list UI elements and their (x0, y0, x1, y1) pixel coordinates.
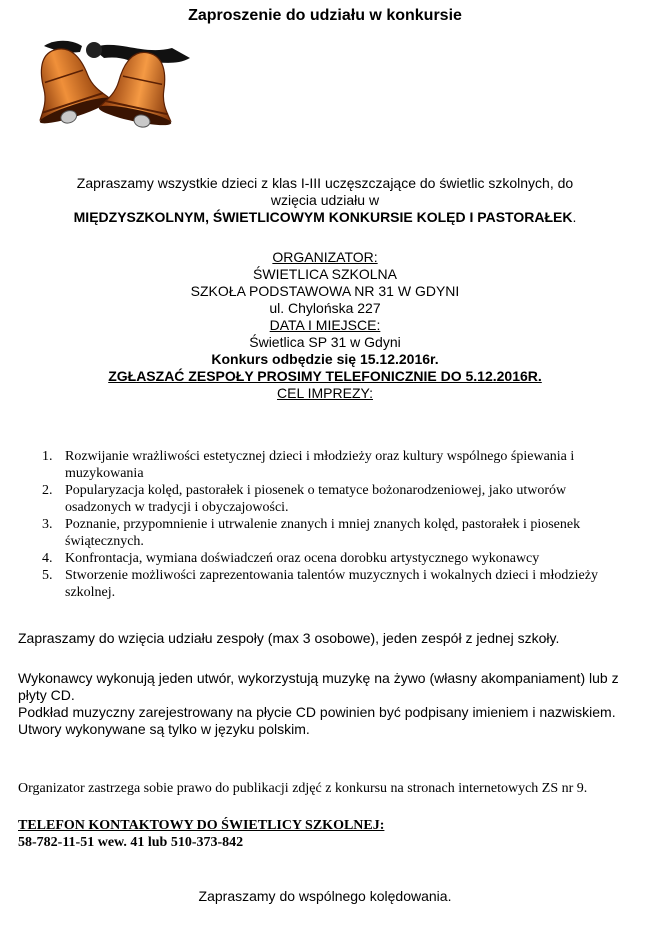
invitation-intro (20, 175, 630, 226)
photos-paragraph: Organizator zastrzega sobie prawo do publikacji zdjęć z konkursu na stronach internetowych ZS nr 9. (18, 781, 588, 796)
contact-heading: TELEFON KONTAKTOWY DO ŚWIETLICY SZKOLNEJ: (18, 818, 385, 833)
list-item: 4. Konfrontacja, wymiana doświadczeń oraz ocena dorobku artystycznego wykonawcy (42, 551, 540, 566)
goals-list (18, 448, 618, 601)
goals-heading: CEL IMPREZY: (277, 385, 373, 401)
contest-period: . (572, 209, 577, 225)
date-place-heading: DATA I MIEJSCE: (269, 317, 381, 333)
list-item: 3. Poznanie, przypomnienie i utrwalenie znanych i mniej znanych kolęd, pastorałek i piosenek świątecznych. (42, 517, 581, 549)
rules-line-1: Wykonawcy wykonują jeden utwór, wykorzystują muzykę na żywo (własny akompaniament) lub z płyty CD. (18, 670, 619, 703)
list-item: 2. Popularyzacja kolęd, pastorałek i piosenek o tematyce bożonarodzeniowej, jako utworów osadzonych w tradycji i obyczajowości. (42, 483, 567, 515)
list-item: 5. Stworzenie możliwości zaprezentowania talentów muzycznych i wokalnych dzieci i młodzieży szkolnej. (42, 568, 598, 600)
rules-line-3: Utwory wykonywane są tylko w języku polskim. (18, 721, 310, 737)
organizer-address: ul. Chylońska 227 (269, 300, 381, 316)
intro-line-1: Zapraszamy wszystkie dzieci z klas I-III uczęszczające do świetlic szkolnych, do (76, 175, 574, 191)
organizer-name: ŚWIETLICA SZKOLNA (253, 266, 397, 282)
registration-deadline: ZGŁASZAĆ ZESPOŁY PROSIMY TELEFONICZNIE DO 5.12.2016R. (108, 368, 542, 384)
organizer-school: SZKOŁA PODSTAWOWA NR 31 W GDYNI (190, 283, 460, 299)
rules-line-2: Podkład muzyczny zarejestrowany na płycie CD powinien być podpisany imieniem i nazwiskiem. (18, 704, 616, 720)
page-title: Zaproszenie do udziału w konkursie (188, 7, 462, 24)
christmas-bells-icon (22, 34, 192, 134)
event-date: Konkurs odbędzie się 15.12.2016r. (211, 351, 439, 367)
organizer-heading: ORGANIZATOR: (272, 249, 378, 265)
organizer-info (0, 249, 650, 402)
contact-phones: 58-782-11-51 wew. 41 lub 510-373-842 (18, 835, 244, 850)
teams-paragraph: Zapraszamy do wzięcia udziału zespoły (max 3 osobowe), jeden zespół z jednej szkoły. (18, 630, 560, 646)
rules-paragraph (18, 670, 628, 738)
contest-name: MIĘDZYSZKOLNYM, ŚWIETLICOWYM KONKURSIE KOLĘD I PASTORAŁEK (73, 209, 573, 225)
event-place: Świetlica SP 31 w Gdyni (249, 334, 401, 350)
intro-line-2: wzięcia udziału w (270, 192, 380, 208)
list-item: 1. Rozwijanie wrażliwości estetycznej dzieci i młodzieży oraz kultury wspólnego śpiewania i muzykowania (42, 449, 575, 481)
contact-info (18, 817, 628, 851)
closing-text: Zapraszamy do wspólnego kolędowania. (198, 888, 452, 904)
